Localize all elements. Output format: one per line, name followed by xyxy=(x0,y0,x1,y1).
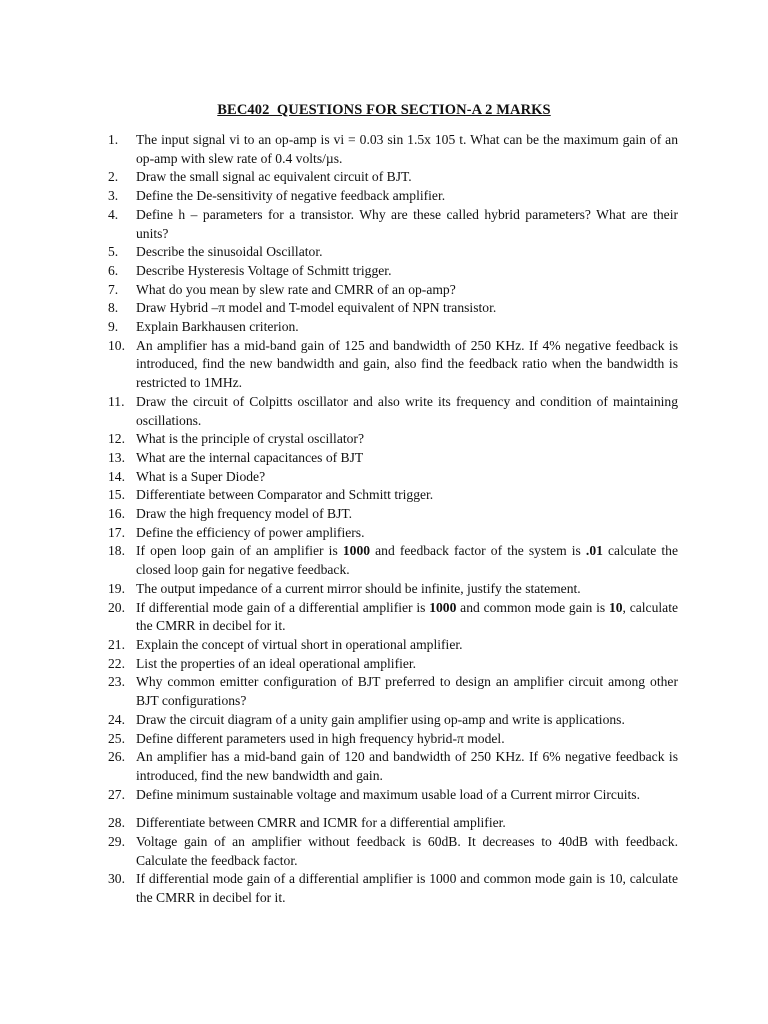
question-number: 7. xyxy=(108,281,119,297)
question-text-part: and common mode gain is xyxy=(456,599,609,615)
question-text-part: , calculate the CMRR in decibel for it. xyxy=(136,599,679,634)
question-text: Draw Hybrid –π model and T-model equivalent of NPN transistor. xyxy=(136,300,497,316)
question-text-part: If open loop gain of an amplifier is xyxy=(136,543,343,559)
question-text: Describe Hysteresis Voltage of Schmitt trigger. xyxy=(136,262,392,278)
question-item xyxy=(108,505,678,524)
question-item xyxy=(108,580,678,599)
question-number: 9. xyxy=(108,319,119,335)
question-item xyxy=(108,833,678,870)
question-text: Draw the small signal ac equivalent circuit of BJT. xyxy=(136,169,412,185)
question-number: 26. xyxy=(108,749,125,765)
question-text-part: calculate the closed loop gain for negative feedback. xyxy=(136,543,679,578)
question-number: 12. xyxy=(108,431,125,447)
question-text: Define the efficiency of power amplifiers. xyxy=(136,524,365,540)
question-item xyxy=(108,318,678,337)
question-text: Voltage gain of an amplifier without feedback is 60dB. It decreases to 40dB with feedback. Calculate the feedback factor. xyxy=(136,834,678,868)
question-item xyxy=(108,430,678,449)
question-item xyxy=(108,748,678,785)
question-number: 18. xyxy=(108,543,125,559)
question-text: List the properties of an ideal operational amplifier. xyxy=(136,655,417,671)
question-item xyxy=(108,673,678,710)
question-text xyxy=(136,542,678,579)
question-number: 6. xyxy=(108,262,119,278)
question-item xyxy=(108,281,678,300)
question-item xyxy=(108,636,678,655)
question-text: Differentiate between CMRR and ICMR for a differential amplifier. xyxy=(136,815,506,831)
question-number: 11. xyxy=(108,393,125,409)
question-text-part: and feedback factor of the system is xyxy=(370,543,586,559)
question-item xyxy=(108,168,678,187)
question-number: 27. xyxy=(108,786,125,802)
question-number: 14. xyxy=(108,468,125,484)
question-item xyxy=(108,262,678,281)
question-text: Define h – parameters for a transistor. Why are these called hybrid parameters? What are their units? xyxy=(136,206,678,241)
question-number: 20. xyxy=(108,599,125,615)
question-item xyxy=(108,187,678,206)
page-title: BEC402 QUESTIONS FOR SECTION-A 2 MARKS xyxy=(217,102,551,118)
question-item xyxy=(108,870,678,907)
question-item xyxy=(108,206,678,243)
question-number: 5. xyxy=(108,244,119,260)
question-item xyxy=(108,243,678,262)
question-number: 17. xyxy=(108,524,125,540)
question-item xyxy=(108,393,678,430)
question-text: Define the De-sensitivity of negative feedback amplifier. xyxy=(136,188,446,204)
question-item xyxy=(108,599,678,636)
question-text: The output impedance of a current mirror should be infinite, justify the statement. xyxy=(136,580,581,596)
question-number: 21. xyxy=(108,636,125,652)
question-item xyxy=(108,524,678,543)
question-text: An amplifier has a mid-band gain of 125 and bandwidth of 250 KHz. If 4% negative feedback is introduced, find the new bandwidth and gain, also find the feedback ratio when the bandwidth is restricted to 1MHz. xyxy=(136,337,678,391)
question-number: 1. xyxy=(108,132,119,147)
question-number: 13. xyxy=(108,449,125,465)
question-item xyxy=(108,337,678,393)
question-text: Why common emitter configuration of BJT preferred to design an amplifier circuit among other BJT configurations? xyxy=(136,674,678,709)
question-text: Describe the sinusoidal Oscillator. xyxy=(136,244,323,260)
question-number: 24. xyxy=(108,711,125,727)
question-text-part: If differential mode gain of a differential amplifier is xyxy=(136,599,430,615)
question-text: Explain the concept of virtual short in operational amplifier. xyxy=(136,636,463,652)
question-text: Define different parameters used in high frequency hybrid-π model. xyxy=(136,730,505,746)
question-text: Differentiate between Comparator and Schmitt trigger. xyxy=(136,487,434,503)
question-text-bold: 1000 xyxy=(342,543,371,559)
question-text: Explain Barkhausen criterion. xyxy=(136,319,299,335)
question-item xyxy=(108,449,678,468)
question-item xyxy=(108,131,678,168)
question-number: 28. xyxy=(108,815,125,831)
question-number: 25. xyxy=(108,730,125,746)
question-text-bold: .01 xyxy=(585,543,603,559)
question-number: 29. xyxy=(108,834,125,850)
question-number: 10. xyxy=(108,337,125,353)
question-text: Draw the circuit diagram of a unity gain amplifier using op-amp and write is applications. xyxy=(136,711,625,727)
question-item xyxy=(108,486,678,505)
question-number: 4. xyxy=(108,206,119,222)
question-text-bold: 1000 xyxy=(429,599,457,615)
question-item xyxy=(108,468,678,487)
question-number: 16. xyxy=(108,506,125,522)
question-item xyxy=(108,814,678,833)
question-number: 2. xyxy=(108,169,119,185)
question-text: An amplifier has a mid-band gain of 120 and bandwidth of 250 KHz. If 6% negative feedback is introduced, find the new bandwidth and gain. xyxy=(136,749,678,783)
question-number: 19. xyxy=(108,580,125,596)
question-text xyxy=(136,599,678,636)
question-text: Draw the circuit of Colpitts oscillator and also write its frequency and condition of maintaining oscillations. xyxy=(136,393,678,428)
question-number: 22. xyxy=(108,655,125,671)
question-text: Draw the high frequency model of BJT. xyxy=(136,506,353,522)
question-list xyxy=(108,131,678,908)
question-text: The input signal vi to an op-amp is vi = 0.03 sin 1.5x 105 t. What can be the maximum gain of an op-amp with slew rate of 0.4 volts/µs. xyxy=(136,132,678,166)
question-text: What are the internal capacitances of BJT xyxy=(136,449,364,465)
question-item xyxy=(108,655,678,674)
question-item xyxy=(108,542,678,579)
question-text: What is the principle of crystal oscillator? xyxy=(136,431,364,447)
question-text: What do you mean by slew rate and CMRR of an op-amp? xyxy=(136,281,456,297)
question-number: 8. xyxy=(108,300,119,316)
question-number: 3. xyxy=(108,188,119,204)
question-text: What is a Super Diode? xyxy=(136,468,266,484)
question-item xyxy=(108,711,678,730)
question-number: 30. xyxy=(108,871,125,887)
question-number: 15. xyxy=(108,487,125,503)
question-number: 23. xyxy=(108,674,125,690)
question-item xyxy=(108,730,678,749)
question-text: Define minimum sustainable voltage and maximum usable load of a Current mirror Circuits. xyxy=(136,786,640,802)
question-item xyxy=(108,786,678,805)
question-text-bold: 10 xyxy=(608,599,623,615)
question-item xyxy=(108,299,678,318)
question-text: If differential mode gain of a differential amplifier is 1000 and common mode gain is 10, calculate the CMRR in decibel for it. xyxy=(136,871,678,906)
